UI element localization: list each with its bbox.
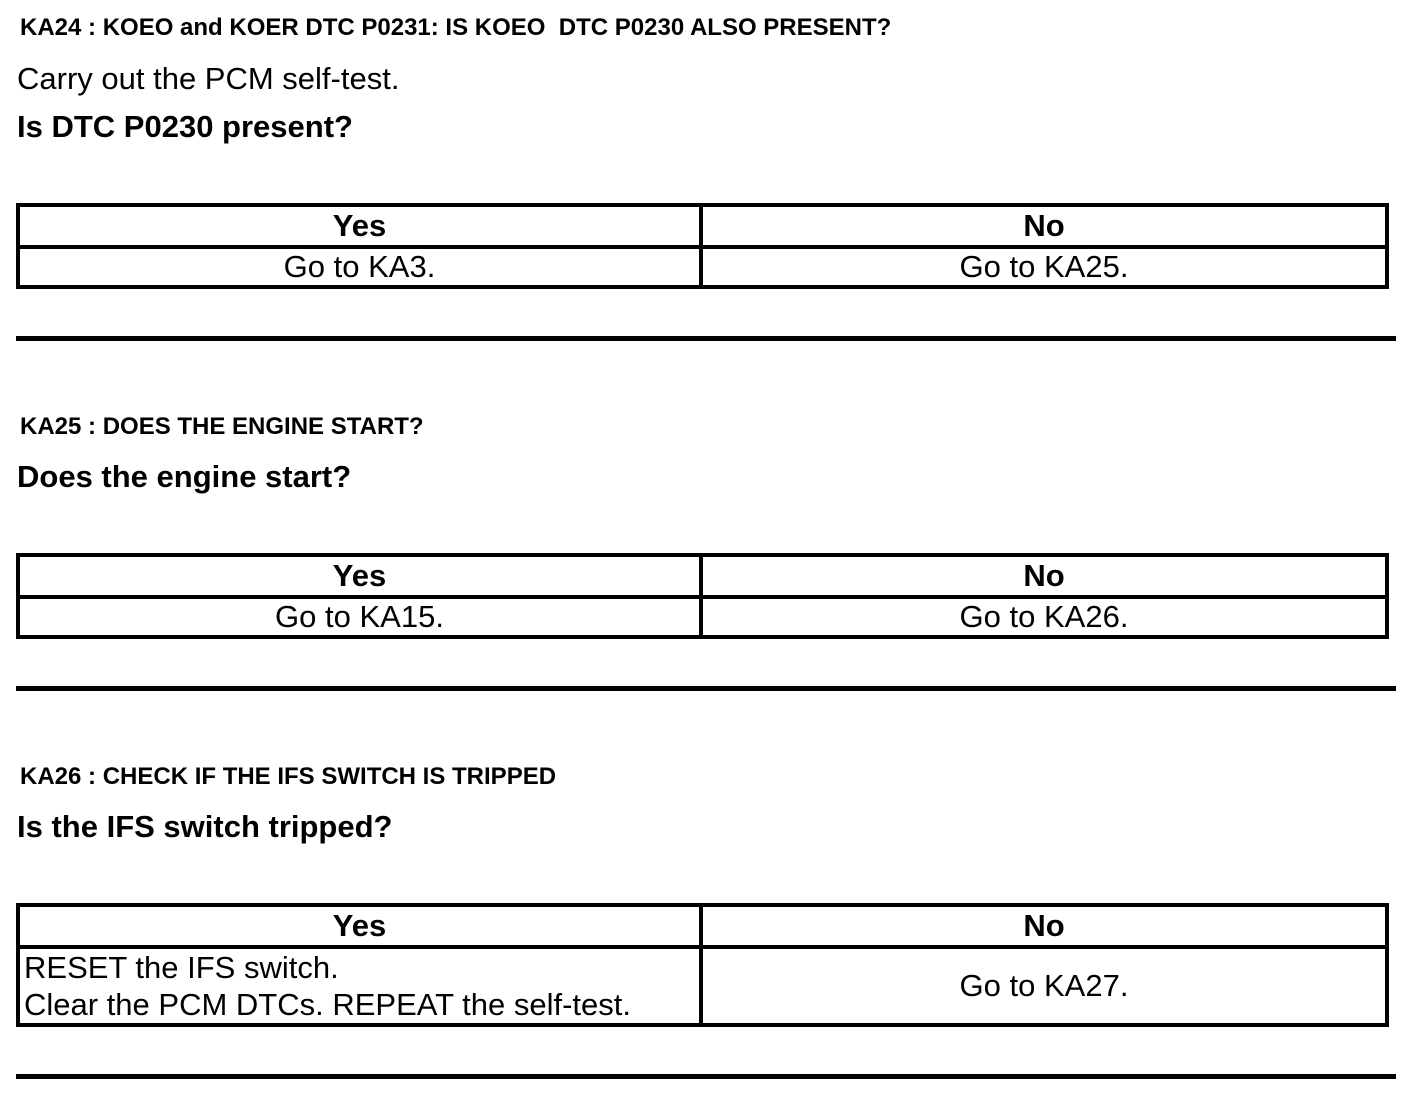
result-table-ka24: [16, 203, 1389, 289]
section-divider: [16, 1074, 1396, 1079]
step-title-ka24: KA24 : KOEO and KOER DTC P0231: IS KOEO DTC P0230 ALSO PRESENT?: [20, 14, 892, 41]
table-header-row: [18, 555, 1387, 597]
table-header-row: [18, 905, 1387, 947]
yes-action: Go to KA15.: [18, 597, 701, 637]
no-action: Go to KA27.: [701, 947, 1387, 1025]
yes-action: [18, 947, 701, 1025]
no-header: No: [701, 205, 1387, 247]
yes-action-line: RESET the IFS switch.: [24, 950, 339, 985]
step-question-ka25: Does the engine start?: [17, 459, 352, 494]
step-instruction-ka24: Carry out the PCM self-test.: [17, 61, 400, 96]
result-table-ka26: [16, 903, 1389, 1027]
step-title-ka25: KA25 : DOES THE ENGINE START?: [20, 413, 424, 440]
yes-action-line: Clear the PCM DTCs. REPEAT the self-test.: [24, 987, 631, 1022]
section-divider: [16, 686, 1396, 691]
table-header-row: [18, 205, 1387, 247]
yes-header: Yes: [18, 555, 701, 597]
no-header: No: [701, 555, 1387, 597]
step-question-ka24: Is DTC P0230 present?: [17, 109, 353, 144]
step-title-ka26: KA26 : CHECK IF THE IFS SWITCH IS TRIPPED: [20, 763, 557, 790]
table-row: [18, 247, 1387, 287]
no-header: No: [701, 905, 1387, 947]
section-divider: [16, 336, 1396, 341]
table-row: [18, 597, 1387, 637]
yes-header: Yes: [18, 205, 701, 247]
table-row: [18, 947, 1387, 1025]
no-action: Go to KA26.: [701, 597, 1387, 637]
yes-action: Go to KA3.: [18, 247, 701, 287]
result-table-ka25: [16, 553, 1389, 639]
no-action: Go to KA25.: [701, 247, 1387, 287]
step-question-ka26: Is the IFS switch tripped?: [17, 809, 393, 844]
yes-header: Yes: [18, 905, 701, 947]
